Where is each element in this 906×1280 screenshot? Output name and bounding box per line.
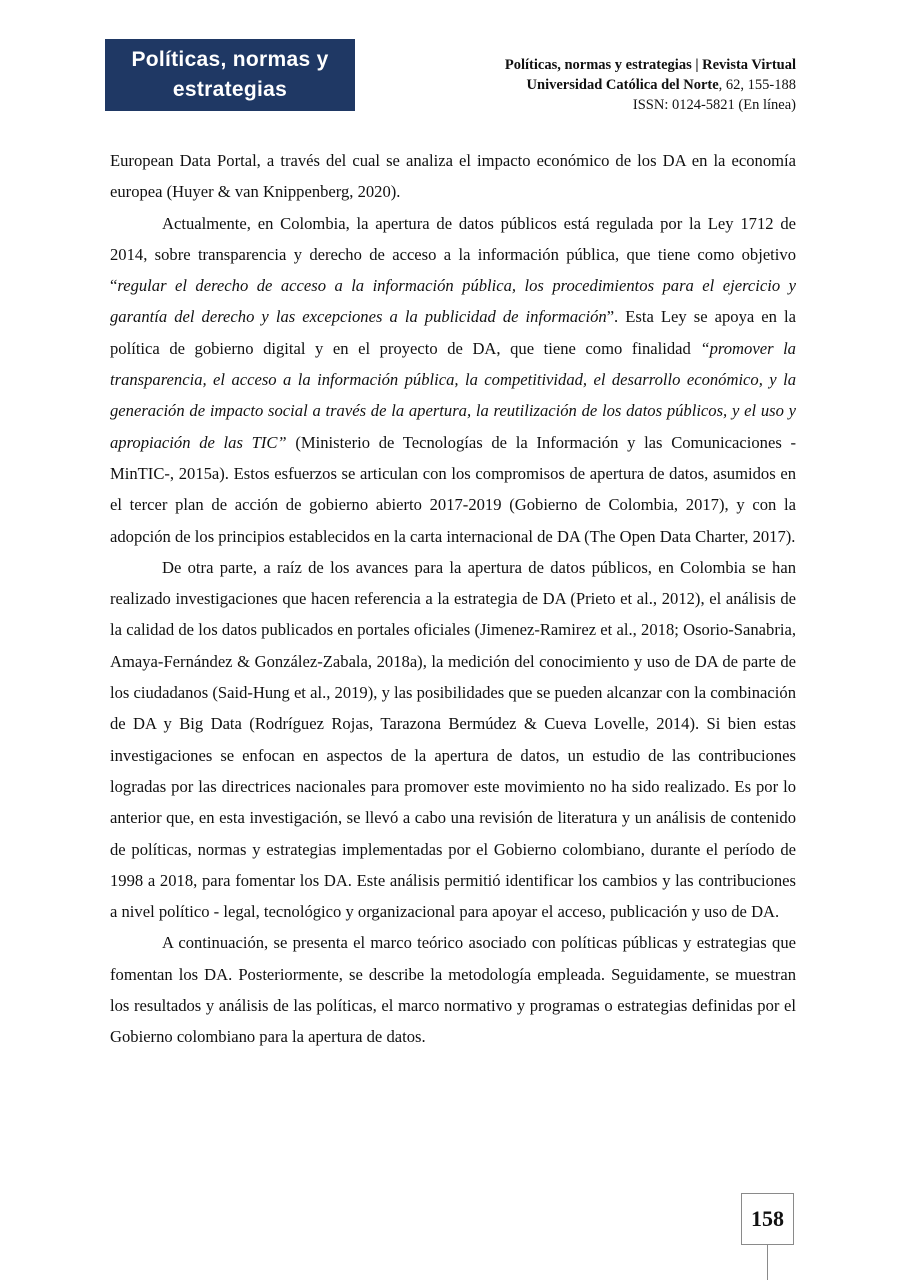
journal-issue (505, 75, 796, 95)
section-title-line2: estrategias (172, 78, 288, 101)
paragraph-4: A continuación, se presenta el marco teórico asociado con políticas públicas y estrategias que fomentan los DA. Posteriormente, se describe la metodología empleada. Seguidamente, se muestran los resultados y análisis de las políticas, el marco normativo y programas o estrategias definidas por el Gobierno colombiano para la apertura de datos. (110, 933, 796, 1047)
paragraph-3: De otra parte, a raíz de los avances para la apertura de datos públicos, en Colombia se han realizado investigaciones que hacen referencia a la estrategia de DA (Prieto et al., 2012), el análisis de la calidad de los datos publicados en portales oficiales (Jimenez-Ramirez et al., 2018; Osorio-Sanabria, Amaya-Fernández & González-Zabala, 2018a), la medición del conocimiento y uso de DA de parte de los ciudadanos (Said-Hung et al., 2019), y las posibilidades que se pueden alcanzar con la combinación de DA y Big Data (Rodríguez Rojas, Tarazona Bermúdez & Cueva Lovelle, 2014). Si bien estas investigaciones se enfocan en aspectos de la apertura de datos, un estudio de las contribuciones logradas por las directrices nacionales para promover este movimiento no ha sido realizado. Es por lo anterior que, en esta investigación, se llevó a cabo una revisión de literatura y un análisis de contenido de políticas, normas y estrategias implementadas por el Gobierno colombiano, durante el período de 1998 a 2018, para fomentar los DA. Este análisis permitió identificar los cambios y las contribuciones a nivel político - legal, tecnológico y organizacional para apoyar el acceso, publicación y uso de DA. (110, 557, 796, 922)
journal-header (505, 55, 796, 115)
page-number-connector-line (767, 1245, 768, 1280)
journal-title: Políticas, normas y estrategias | Revista Virtual (504, 57, 796, 73)
university-name: Universidad Católica del Norte (526, 77, 719, 93)
paragraph-2 (110, 208, 796, 552)
paragraph-2-text-a: Actualmente, en Colombia, la apertura de datos públicos está regulada por la Ley 1712 de 2014, sobre transparencia y derecho de acceso a la información pública, que tiene como objetivo “ (110, 213, 796, 296)
page-number: 158 (741, 1193, 794, 1245)
paragraph-2-text-b: ”. Esta Ley se apoya en la política de gobierno digital y en el proyecto de DA, que tiene como finalidad (110, 307, 796, 358)
issue-pages: , 62, 155-188 (718, 77, 796, 93)
paragraph-2-text-c: (Ministerio de Tecnologías de la Información y las Comunicaciones -MinTIC-, 2015a). Estos esfuerzos se articulan con los compromisos de apertura de datos, asumidos en el tercer plan de acción de gobierno abierto 2017-2019 (Gobierno de Colombia, 2017), y con la adopción de los principios establecidos en la carta internacional de DA (The Open Data Charter, 2017). (110, 432, 797, 546)
section-title-line1: Políticas, normas y (131, 48, 329, 71)
paragraph-1: European Data Portal, a través del cual se analiza el impacto económico de los DA en la economía europea (Huyer & van Knippenberg, 2020). (110, 151, 796, 202)
paragraph-2-quote-1: regular el derecho de acceso a la información pública, los procedimientos para el ejercicio y garantía del derecho y las excepciones a la publicidad de información (110, 276, 796, 327)
issn: ISSN: 0124-5821 (En línea) (632, 97, 796, 113)
section-title-badge (105, 39, 355, 111)
paragraph-2-quote-2: “promover la transparencia, el acceso a la información pública, la competitividad, el desarrollo económico, y la generación de impacto social a través de la apertura, la reutilización de los datos públicos, y el uso y apropiación de las TIC” (110, 338, 796, 452)
article-body (110, 145, 796, 1053)
